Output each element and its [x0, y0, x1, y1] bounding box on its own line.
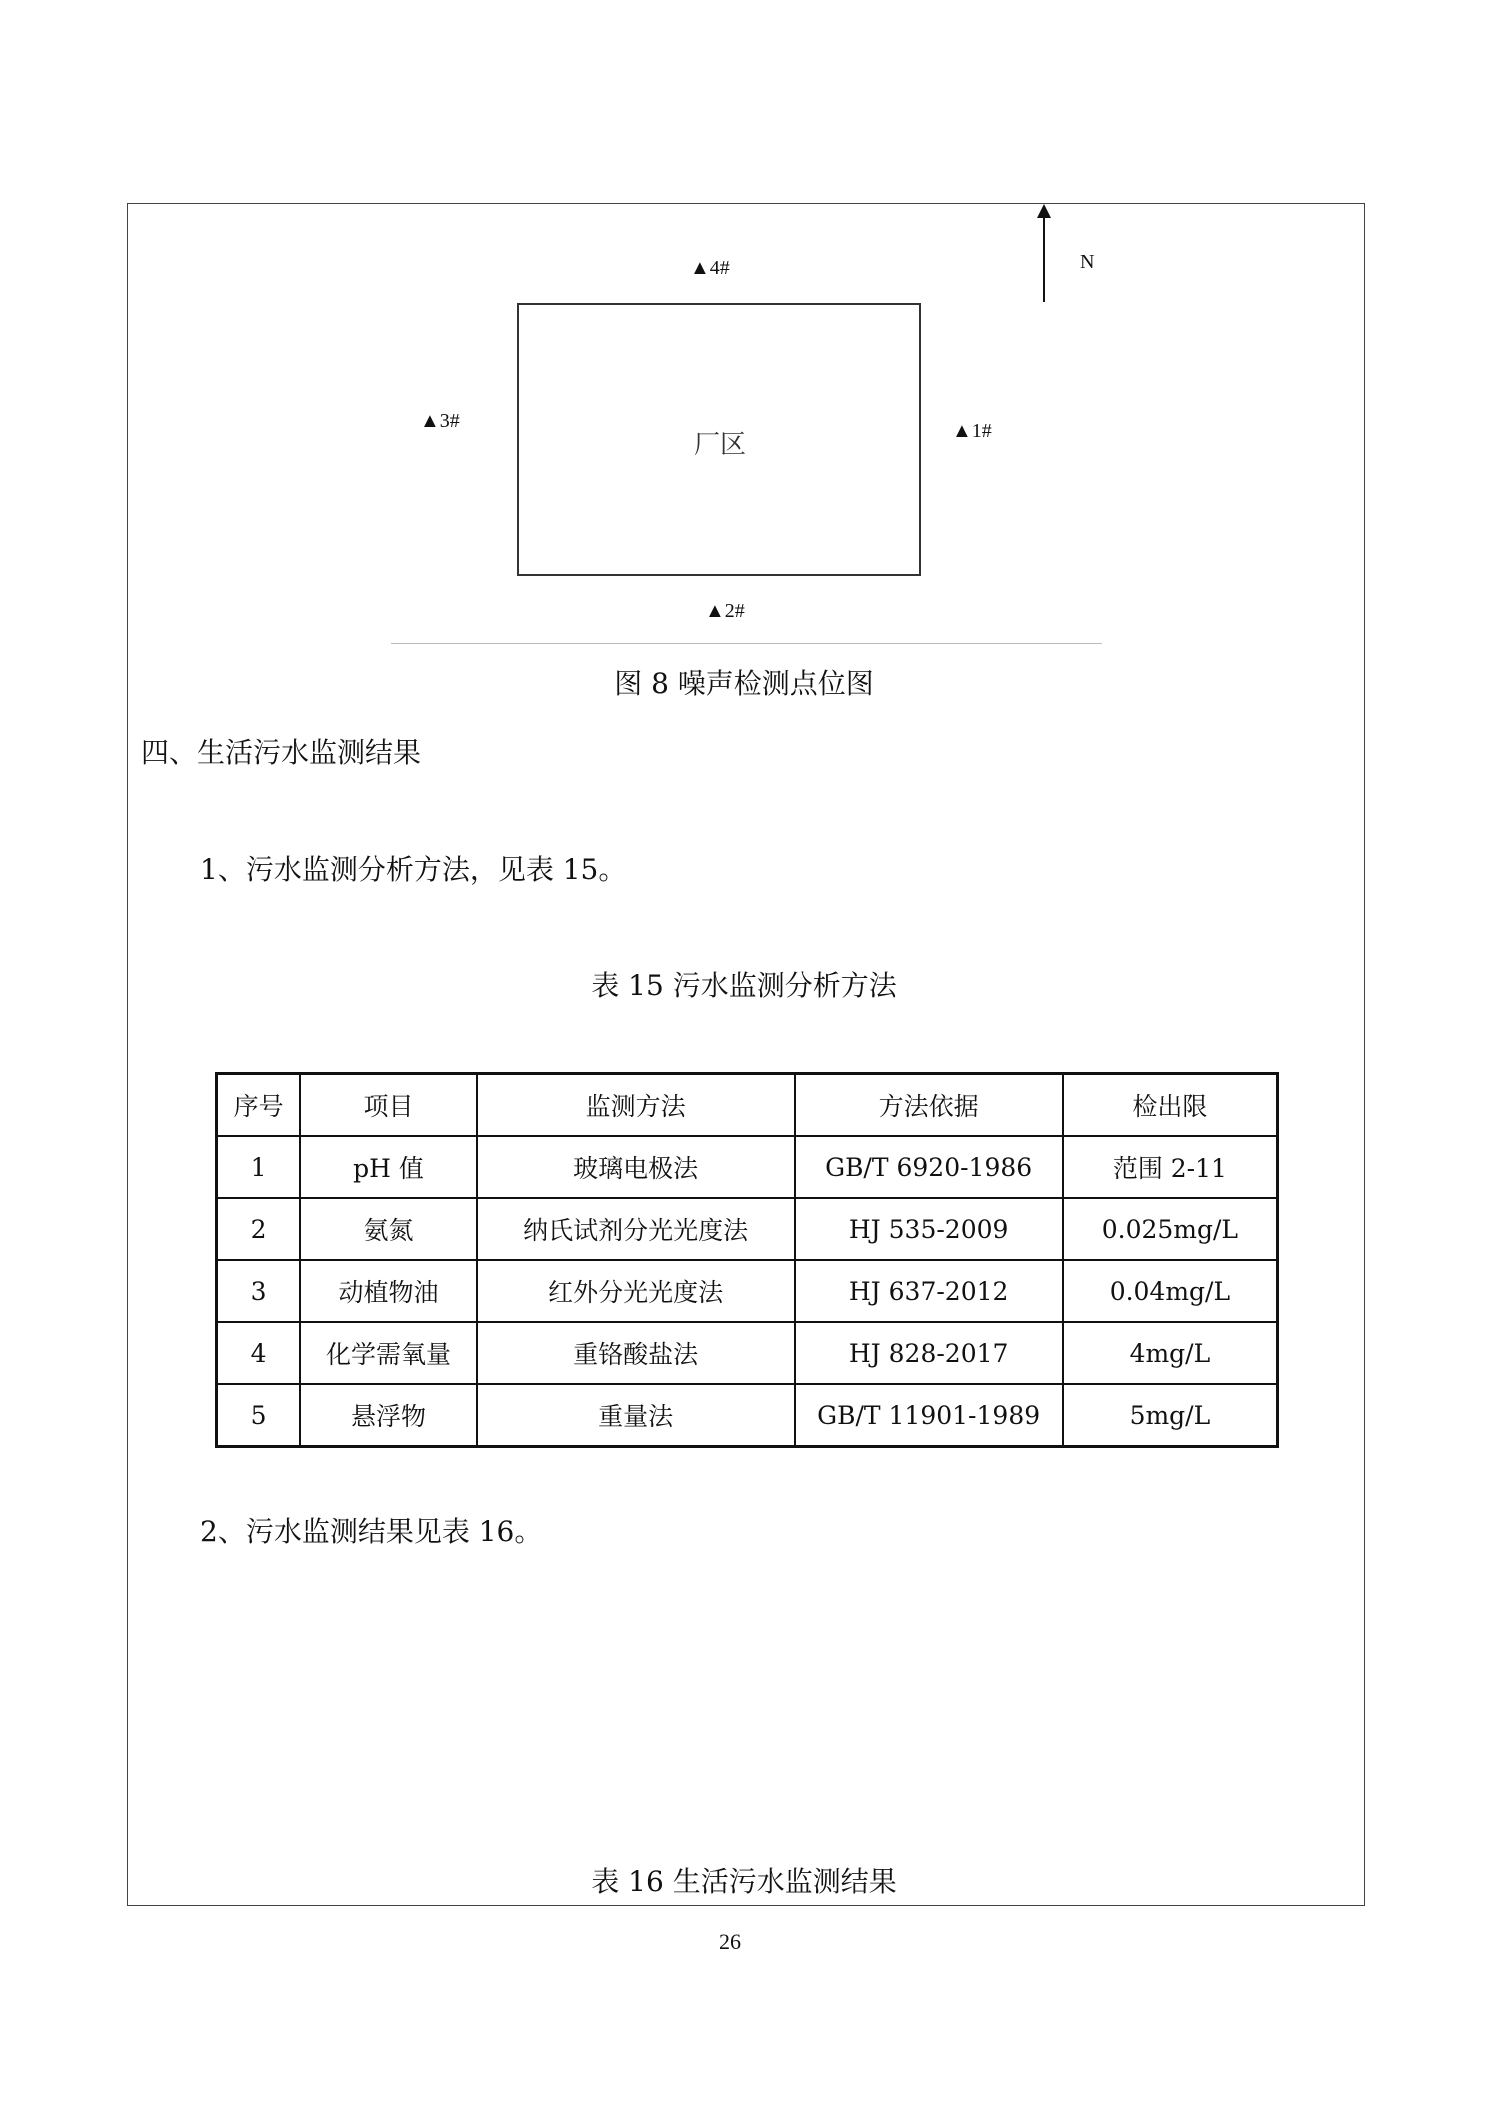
- table15-caption: 表 15 污水监测分析方法: [591, 969, 897, 1002]
- figure-divider: [391, 643, 1102, 644]
- paragraph-2: 2、污水监测结果见表 16。: [200, 1515, 543, 1548]
- cell-method: 玻璃电极法: [477, 1136, 795, 1198]
- cell-item: 氨氮: [300, 1198, 476, 1260]
- table-header-row: [217, 1074, 1278, 1137]
- paragraph-1: 1、污水监测分析方法，见表 15。: [200, 853, 627, 886]
- cell-method: 红外分光光度法: [477, 1260, 795, 1322]
- header-cell: 序号: [217, 1074, 301, 1137]
- plant-area-label: 厂区: [694, 430, 747, 460]
- cell-limit: 0.025mg/L: [1063, 1198, 1278, 1260]
- cell-item: 动植物油: [300, 1260, 476, 1322]
- methods-table: [215, 1072, 1279, 1448]
- cell-item: 化学需氧量: [300, 1322, 476, 1384]
- marker-4: ▲4#: [690, 257, 730, 279]
- cell-method: 重铬酸盐法: [477, 1322, 795, 1384]
- cell-standard: HJ 637-2012: [795, 1260, 1063, 1322]
- table-row: [217, 1384, 1278, 1447]
- header-cell: 监测方法: [477, 1074, 795, 1137]
- cell-limit: 0.04mg/L: [1063, 1260, 1278, 1322]
- cell-standard: HJ 828-2017: [795, 1322, 1063, 1384]
- cell-item: pH 值: [300, 1136, 476, 1198]
- table-row: [217, 1322, 1278, 1384]
- cell-standard: GB/T 11901-1989: [795, 1384, 1063, 1447]
- header-cell: 检出限: [1063, 1074, 1278, 1137]
- table-row: [217, 1260, 1278, 1322]
- marker-1: ▲1#: [952, 420, 992, 442]
- cell-index: 1: [217, 1136, 301, 1198]
- section-heading: 四、生活污水监测结果: [141, 736, 422, 769]
- header-cell: 方法依据: [795, 1074, 1063, 1137]
- cell-limit: 范围 2-11: [1063, 1136, 1278, 1198]
- table16-caption: 表 16 生活污水监测结果: [591, 1865, 897, 1898]
- table-row: [217, 1136, 1278, 1198]
- marker-3: ▲3#: [420, 410, 460, 432]
- cell-item: 悬浮物: [300, 1384, 476, 1447]
- cell-index: 2: [217, 1198, 301, 1260]
- figure-caption: 图 8 噪声检测点位图: [614, 667, 874, 700]
- cell-limit: 4mg/L: [1063, 1322, 1278, 1384]
- cell-standard: HJ 535-2009: [795, 1198, 1063, 1260]
- cell-standard: GB/T 6920-1986: [795, 1136, 1063, 1198]
- cell-index: 5: [217, 1384, 301, 1447]
- header-cell: 项目: [300, 1074, 476, 1137]
- cell-method: 重量法: [477, 1384, 795, 1447]
- table-row: [217, 1198, 1278, 1260]
- marker-2: ▲2#: [705, 600, 745, 622]
- cell-limit: 5mg/L: [1063, 1384, 1278, 1447]
- north-label: N: [1080, 251, 1095, 273]
- cell-index: 4: [217, 1322, 301, 1384]
- cell-method: 纳氏试剂分光光度法: [477, 1198, 795, 1260]
- page-number: 26: [719, 1929, 741, 1954]
- cell-index: 3: [217, 1260, 301, 1322]
- north-arrow-icon: [1043, 214, 1045, 302]
